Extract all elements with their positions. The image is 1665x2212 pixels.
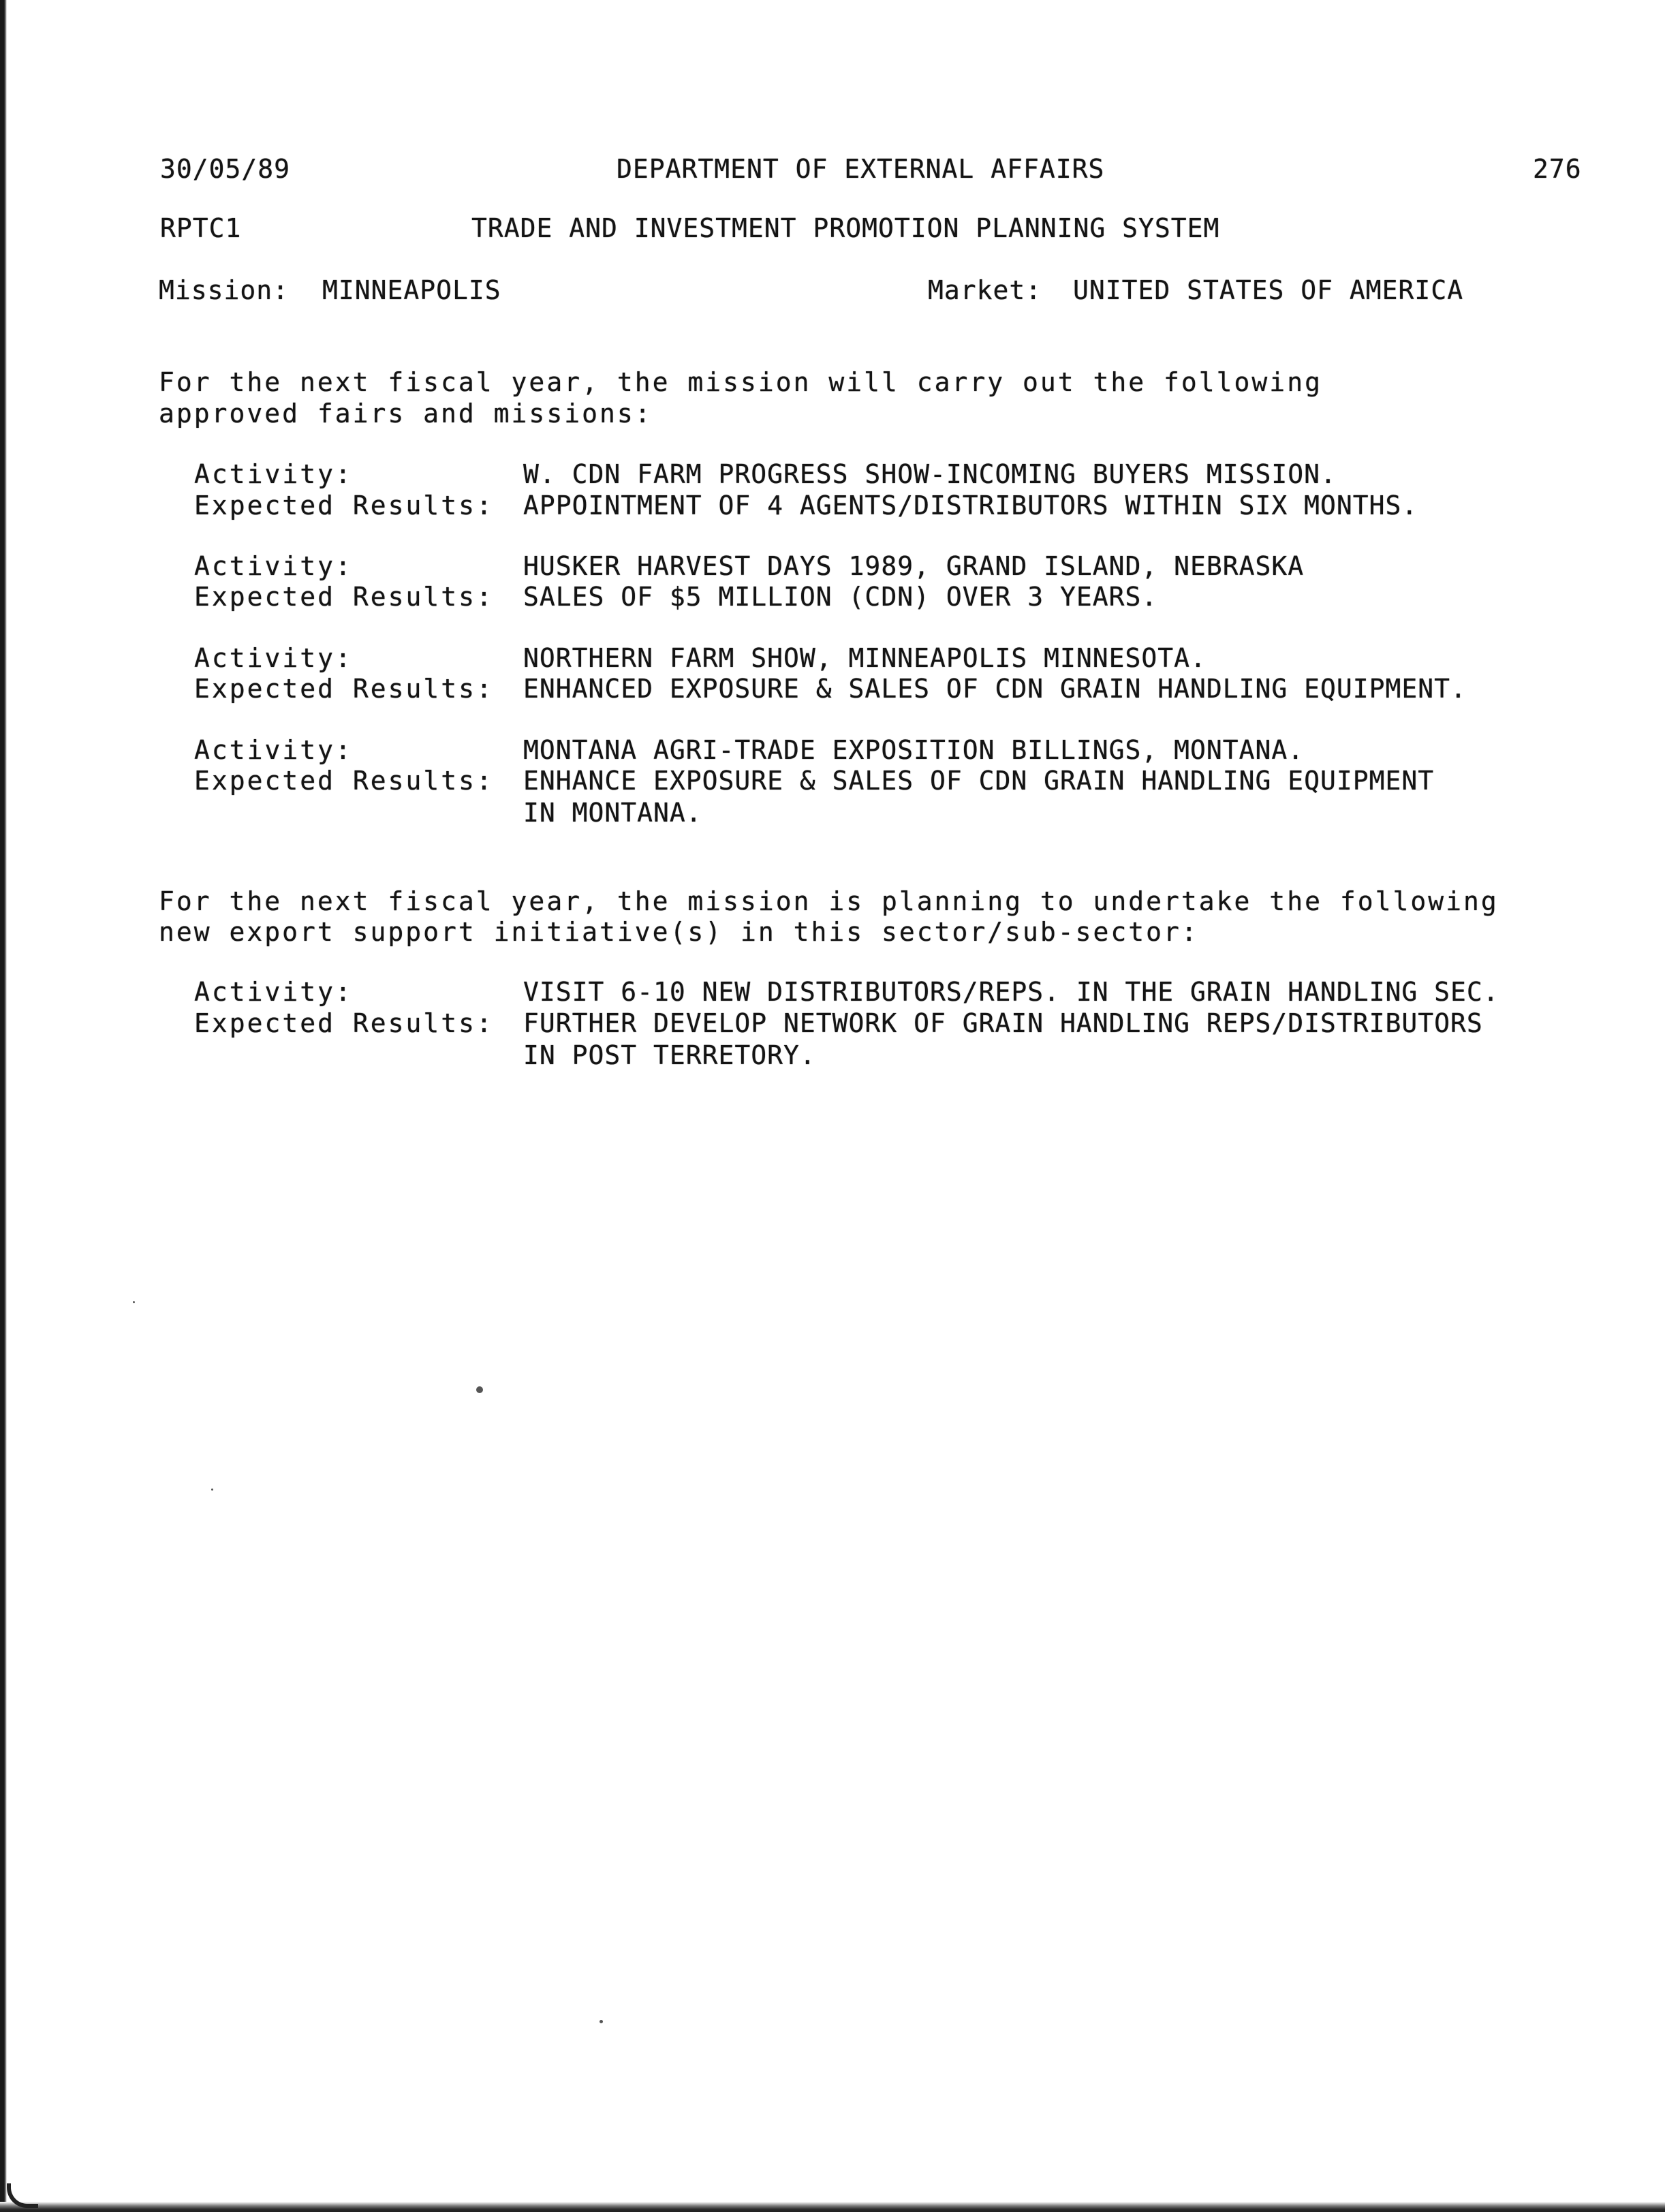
activity-text: W. CDN FARM PROGRESS SHOW-INCOMING BUYERS MISSION. <box>523 459 1337 489</box>
activity-text: HUSKER HARVEST DAYS 1989, GRAND ISLAND, NEBRASKA <box>523 551 1305 581</box>
scan-speck <box>600 2020 603 2023</box>
expected-results-text: IN MONTANA. <box>523 798 702 828</box>
activity-label: Activity: <box>194 459 353 489</box>
expected-results-text: APPOINTMENT OF 4 AGENTS/DISTRIBUTORS WITHIN SIX MONTHS. <box>523 490 1418 520</box>
expected-results-label: Expected Results: <box>194 766 494 796</box>
activity-label: Activity: <box>194 551 353 581</box>
section2-intro-line2: new export support initiative(s) in this sector/sub-sector: <box>159 917 1199 947</box>
expected-results-label: Expected Results: <box>194 582 494 612</box>
scan-speck <box>476 1386 483 1393</box>
expected-results-label: Expected Results: <box>194 490 494 520</box>
report-date: 30/05/89 <box>160 154 291 184</box>
report-code: RPTC1 <box>160 213 242 243</box>
department-name: DEPARTMENT OF EXTERNAL AFFAIRS <box>617 154 1105 184</box>
mission-label: Mission: <box>159 275 290 305</box>
activity-text: NORTHERN FARM SHOW, MINNEAPOLIS MINNESOTA. <box>523 643 1207 673</box>
activity-label: Activity: <box>194 735 353 765</box>
section2-intro-line1: For the next fiscal year, the mission is planning to undertake the following <box>159 886 1499 916</box>
activity-text: MONTANA AGRI-TRADE EXPOSITION BILLINGS, MONTANA. <box>523 735 1305 765</box>
expected-results-text: ENHANCED EXPOSURE & SALES OF CDN GRAIN HANDLING EQUIPMENT. <box>523 674 1467 704</box>
mission-value: MINNEAPOLIS <box>322 275 501 305</box>
expected-results-text: IN POST TERRETORY. <box>523 1040 816 1070</box>
activity-label: Activity: <box>194 977 353 1007</box>
expected-results-text: ENHANCE EXPOSURE & SALES OF CDN GRAIN HANDLING EQUIPMENT <box>523 766 1435 796</box>
expected-results-label: Expected Results: <box>194 1008 494 1038</box>
market-label: Market: <box>928 275 1042 305</box>
market-value: UNITED STATES OF AMERICA <box>1073 275 1464 305</box>
expected-results-text: FURTHER DEVELOP NETWORK OF GRAIN HANDLING REPS/DISTRIBUTORS <box>523 1008 1483 1038</box>
scan-speck <box>133 1301 135 1303</box>
page-number: 276 <box>1533 154 1582 184</box>
scan-speck <box>211 1489 213 1491</box>
section1-intro-line2: approved fairs and missions: <box>159 399 653 429</box>
expected-results-label: Expected Results: <box>194 674 494 704</box>
system-title: TRADE AND INVESTMENT PROMOTION PLANNING SYSTEM <box>471 213 1220 243</box>
expected-results-text: SALES OF $5 MILLION (CDN) OVER 3 YEARS. <box>523 582 1158 612</box>
section1-intro-line1: For the next fiscal year, the mission will carry out the following <box>159 367 1322 397</box>
activity-label: Activity: <box>194 643 353 673</box>
activity-text: VISIT 6-10 NEW DISTRIBUTORS/REPS. IN THE GRAIN HANDLING SEC. <box>523 977 1499 1007</box>
